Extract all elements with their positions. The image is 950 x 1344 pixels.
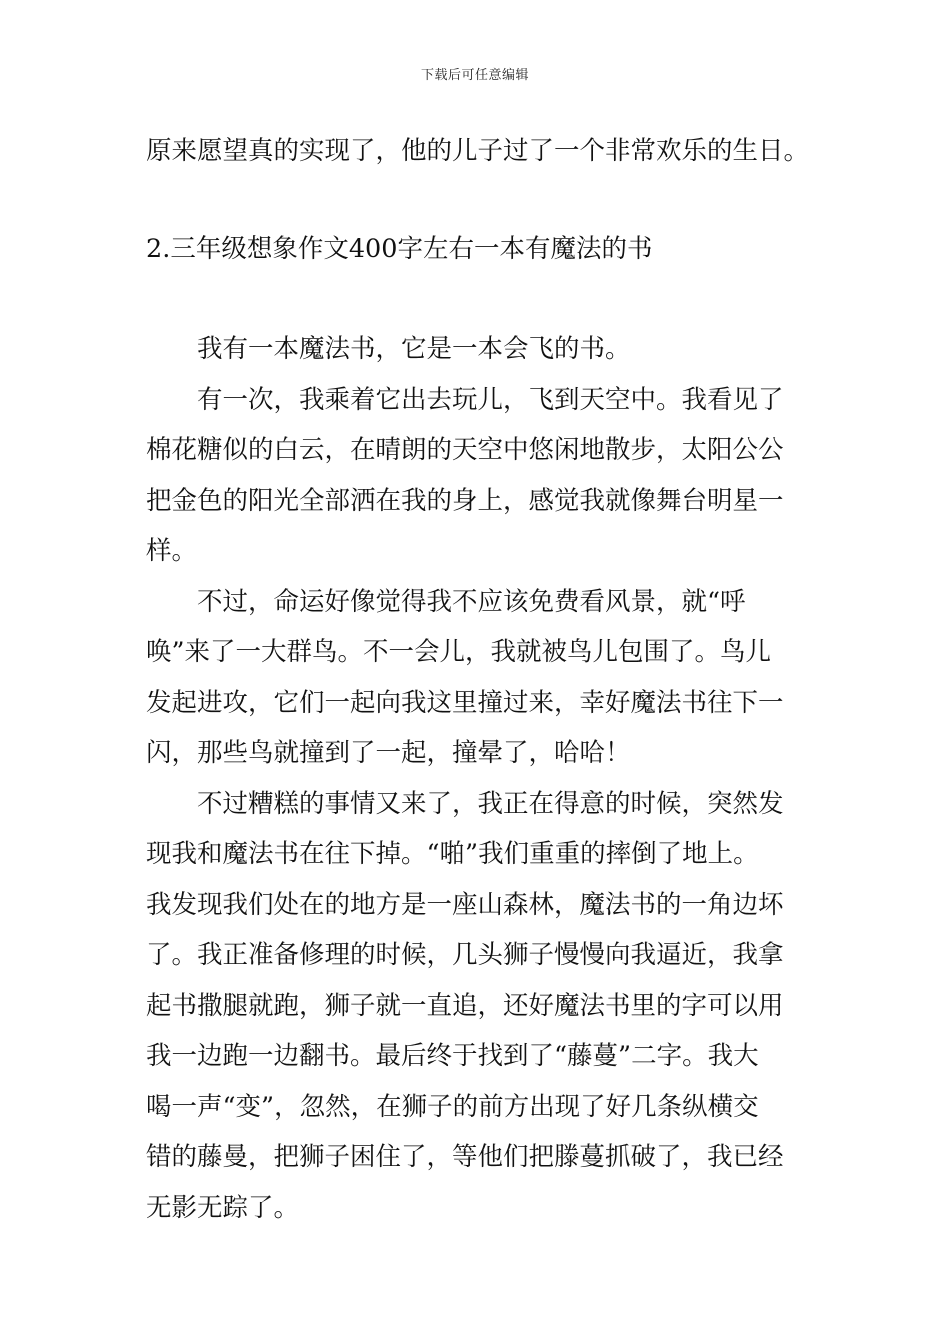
paragraph-line: 有一次，我乘着它出去玩儿，飞到天空中。我看见了 [197, 384, 784, 415]
paragraph-line: 把金色的阳光全部洒在我的身上，感觉我就像舞台明星一 [146, 485, 784, 516]
document-body [146, 126, 810, 1233]
spacer [146, 274, 810, 324]
paragraph-3 [146, 577, 810, 779]
paragraph-line: 样。 [146, 536, 198, 566]
paragraph-line: 起书撒腿就跑，狮子就一直追，还好魔法书里的字可以用 [146, 990, 784, 1021]
paragraph-line: 不过糟糕的事情又来了，我正在得意的时候，突然发 [197, 788, 784, 819]
section-heading: 2.三年级想象作文400字左右一本有魔法的书 [146, 233, 653, 264]
paragraph-line: 我发现我们处在的地方是一座山森林，魔法书的一角边坏 [146, 889, 784, 920]
paragraph-line: 棉花糖似的白云，在晴朗的天空中悠闲地散步，太阳公公 [146, 435, 784, 465]
paragraph-line: 我有一本魔法书，它是一本会飞的书。 [197, 334, 631, 364]
paragraph-line: 我一边跑一边翻书。最后终于找到了“藤蔓”二字。我大 [146, 1041, 759, 1071]
paragraph-line: 现我和魔法书在往下掉。“啪”我们重重的摔倒了地上。 [146, 839, 759, 869]
paragraph-4 [146, 779, 810, 1234]
paragraph-line: 闪，那些鸟就撞到了一起，撞晕了，哈哈！ [146, 738, 631, 768]
paragraph-line: 错的藤曼，把狮子困住了，等他们把滕蔓抓破了，我已经 [146, 1142, 784, 1172]
paragraph-line: 无影无踪了。 [146, 1192, 300, 1223]
paragraph-line: 喝一声“变”，忽然，在狮子的前方出现了好几条纵横交 [146, 1091, 759, 1122]
page-header: 下载后可任意编辑 [420, 68, 529, 83]
paragraph-1 [146, 324, 810, 375]
paragraph-line: 发起进攻，它们一起向我这里撞过来，幸好魔法书往下一 [146, 687, 784, 718]
paragraph-line: 唤”来了一大群鸟。不一会儿，我就被鸟儿包围了。鸟儿 [146, 637, 772, 667]
paragraph-line: 了。我正准备修理的时候，几头狮子慢慢向我逼近，我拿 [146, 940, 784, 970]
paragraph-2 [146, 375, 810, 577]
paragraph-line: 不过，命运好像觉得我不应该免费看风景，就“呼 [197, 586, 746, 617]
intro-line: 原来愿望真的实现了，他的儿子过了一个非常欢乐的生日。 [146, 136, 810, 166]
